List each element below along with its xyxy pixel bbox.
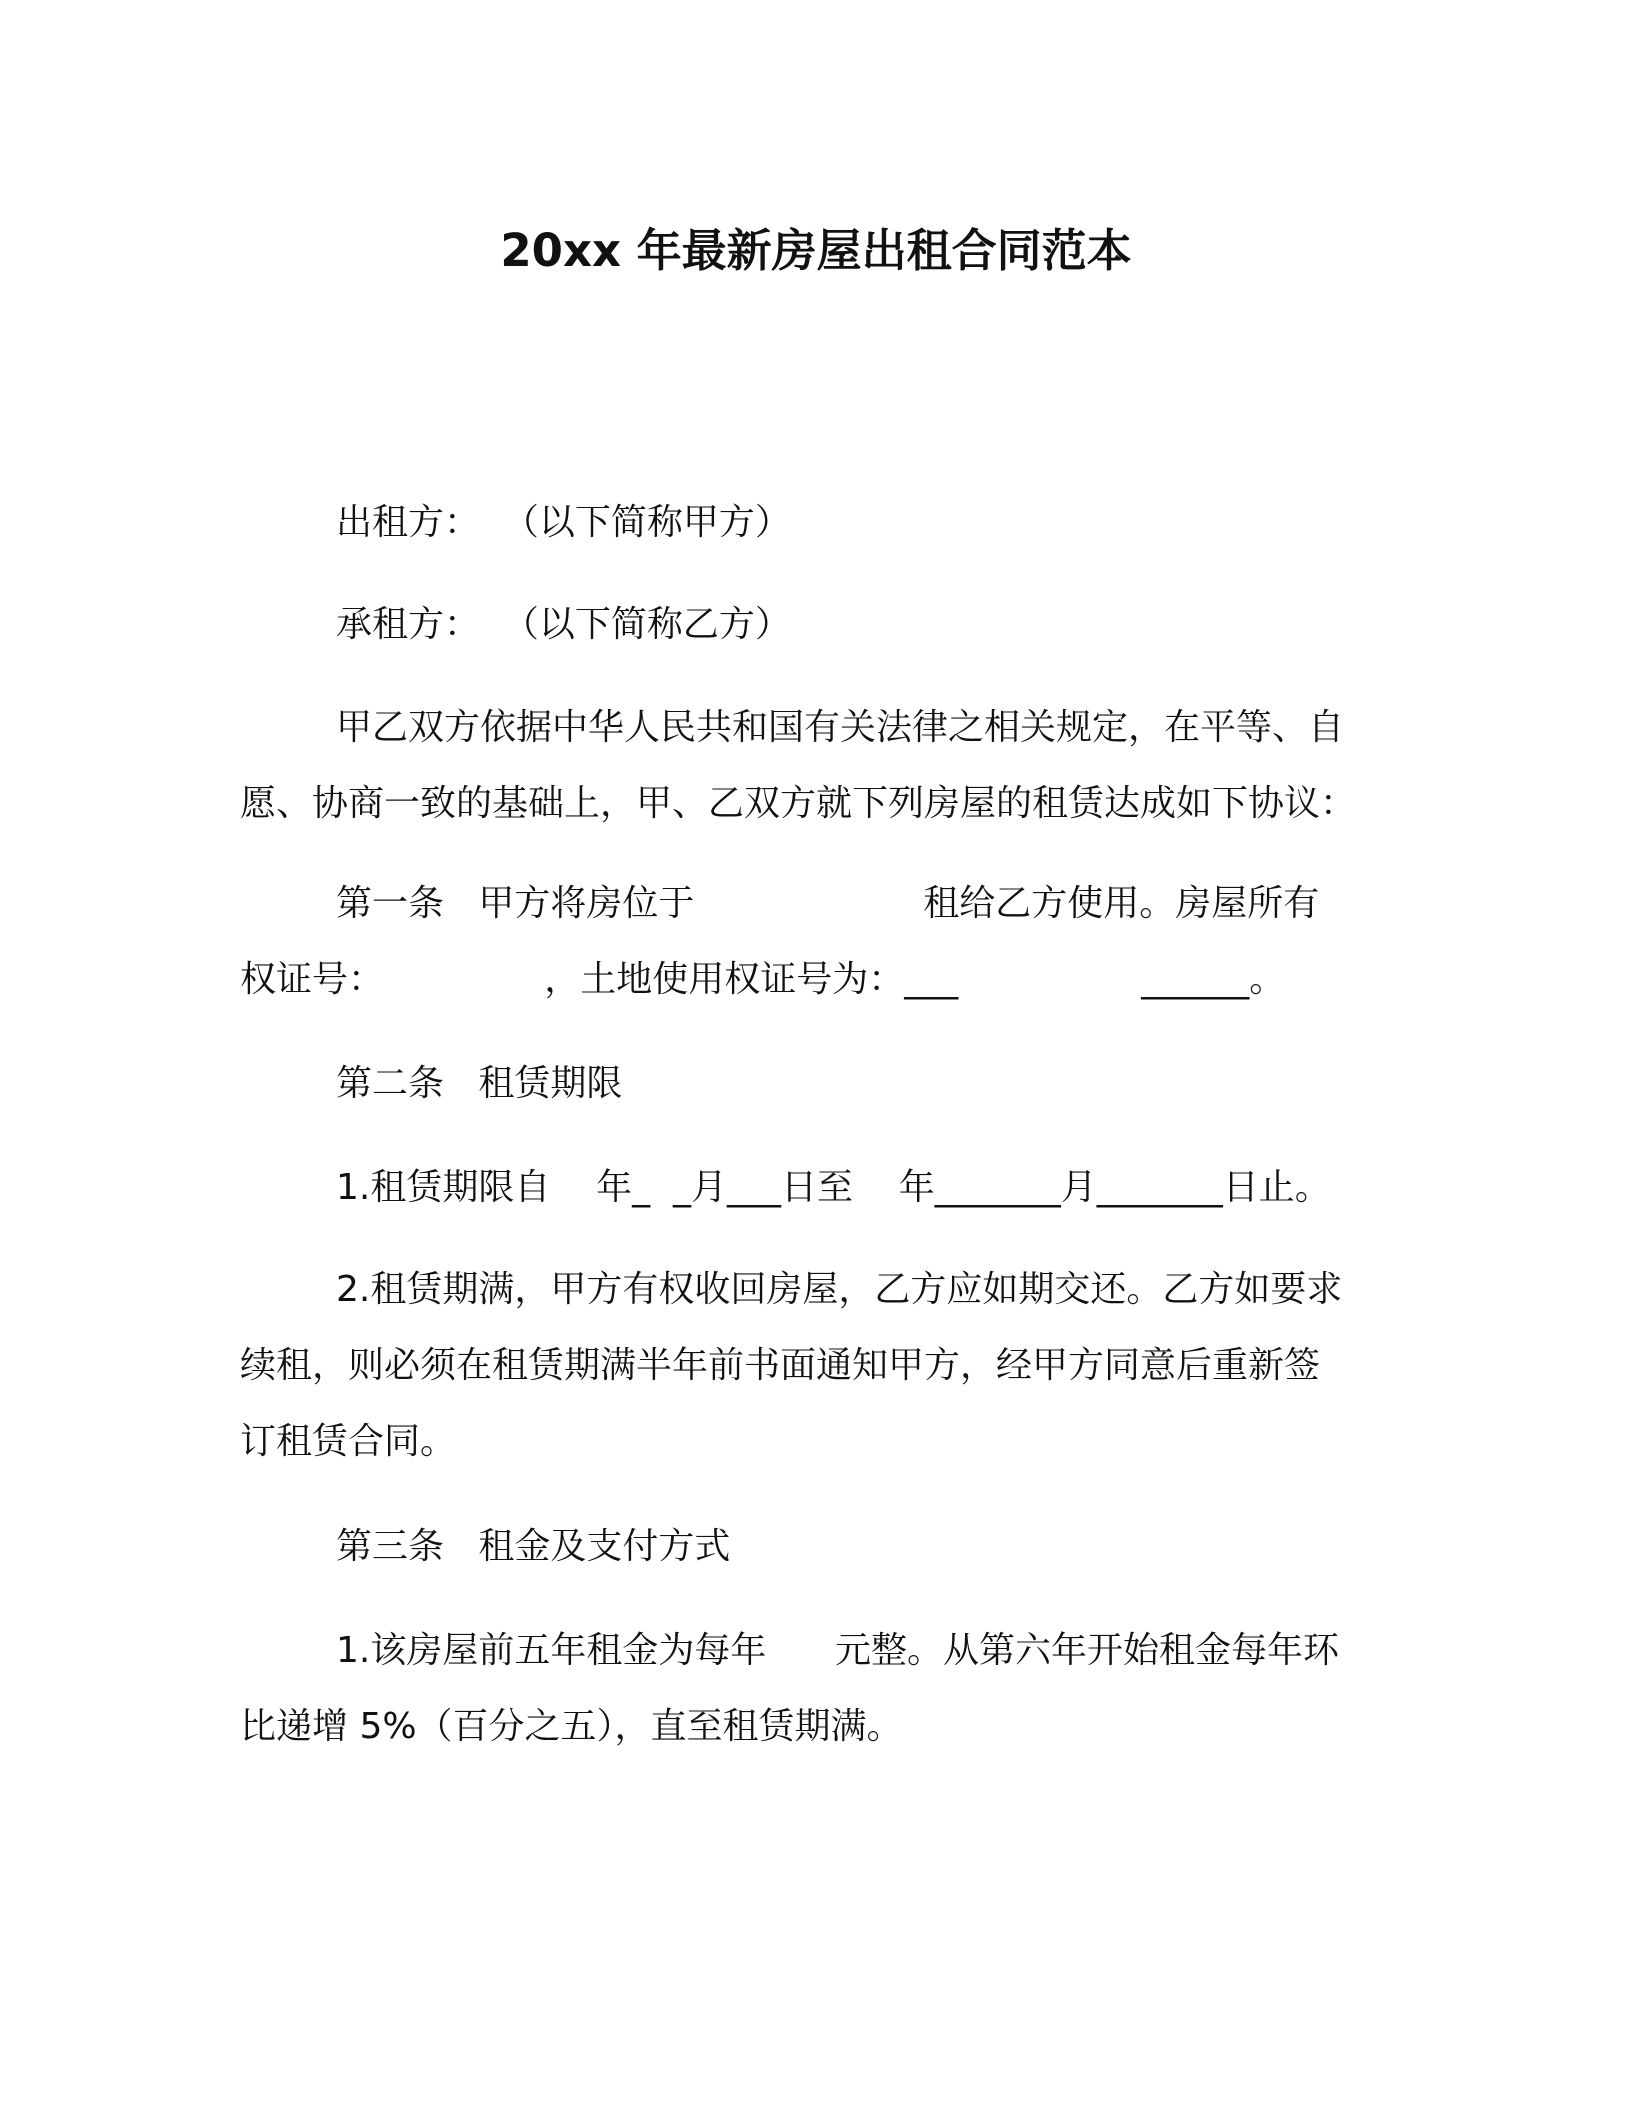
preamble-line-1: 甲乙双方依据中华人民共和国有关法律之相关规定，在平等、自 [336,707,1345,748]
article-3-clause-1-line-1: 1.该房屋前五年租金为每年 元整。从第六年开始租金每年环 [336,1630,1340,1671]
preamble-line-2: 愿、协商一致的基础上，甲、乙双方就下列房屋的租赁达成如下协议： [240,783,1357,824]
lessor-line: 出租方： （以下简称甲方） [336,502,791,543]
article-2-clause-1: 1.租赁期限自 年_ _月___日至 年_______月_______日止。 [336,1167,1331,1208]
article-2-clause-2-line-2: 续租，则必须在租赁期满半年前书面通知甲方，经甲方同意后重新签 [240,1345,1321,1386]
article-1-line-2: 权证号： ，土地使用权证号为：___ ______。 [240,959,1286,1000]
article-1-line-1: 第一条 甲方将房位于 租给乙方使用。房屋所有 [336,883,1320,924]
article-3-heading: 第三条 租金及支付方式 [336,1526,731,1567]
article-3-clause-1-line-2: 比递增 5%（百分之五），直至租赁期满。 [240,1706,903,1747]
article-2-heading: 第二条 租赁期限 [336,1063,623,1104]
article-2-clause-2-line-3: 订租赁合同。 [240,1421,457,1462]
article-2-clause-2-line-1: 2.租赁期满，甲方有权收回房屋，乙方应如期交还。乙方如要求 [336,1269,1343,1310]
document-title: 20xx 年最新房屋出租合同范本 [500,224,1132,277]
lessee-line: 承租方： （以下简称乙方） [336,604,791,645]
